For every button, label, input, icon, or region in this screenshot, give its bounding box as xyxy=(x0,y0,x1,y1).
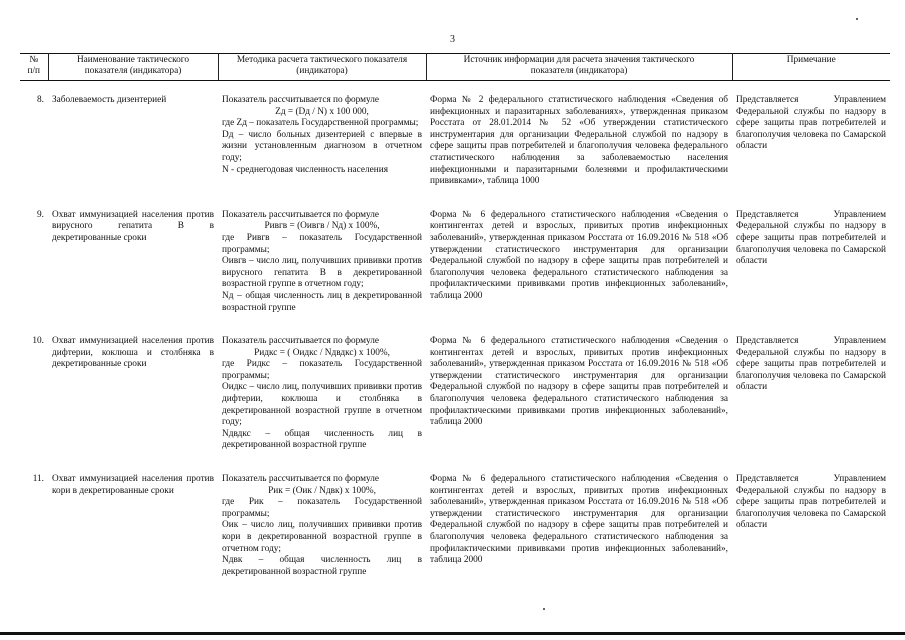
table-row xyxy=(20,336,890,474)
header-number xyxy=(20,54,48,81)
method-line: Nдвк – общая численность лиц в декретированной возрастной группе xyxy=(222,555,422,577)
row-number: 10. xyxy=(32,336,44,347)
information-source: Форма № 6 федерального статистического наблюдения «Сведения о контингентах детей и взрослых, привитых против инфекционных заболеваний», утвержденная приказом Росстата от 16.09.2016 № 518 «Об утверждении статистического инструментария для организации Федеральной службой по надзору в сфере защиты прав потребителей и благополучия человека федерального статистического наблюдения за профилактическими прививками против инфекционных заболеваний», таблица 2000 xyxy=(430,336,728,428)
calculation-method xyxy=(218,336,426,474)
indicator-name: Охват иммунизацией населения против вирусного гепатита В в декретированные сроки xyxy=(52,209,214,243)
header-note-line: Примечание xyxy=(786,55,836,65)
method-line: Показатель рассчитывается по формуле xyxy=(222,209,380,220)
table-header-row xyxy=(20,54,890,81)
formula: Pивгв = (Oивгв / Nд) x 100%, xyxy=(264,221,380,232)
calculation-method xyxy=(218,95,426,210)
note: Представляется Управлением Федеральной службы по надзору в сфере защиты прав потребителей и благополучия человека по Самарской области xyxy=(736,336,886,393)
method-line: Показатель рассчитывается по формуле xyxy=(222,336,380,347)
header-name-line: показателя (индикатора) xyxy=(84,65,182,76)
method-line: где Zд – показатель Государственной программы; xyxy=(222,118,419,129)
information-source: Форма № 6 федерального статистического наблюдения «Сведения о контингентах детей и взрослых, привитых против инфекционных заболеваний», утвержденная приказом Росстата от 16.09.2016 № 518 «Об утверждении статистического инструментария для организации Федеральной службой по надзору в сфере защиты прав потребителей и благополучия человека федерального статистического наблюдения за профилактическими прививками против инфекционных заболеваний», таблица 2000 xyxy=(430,209,728,301)
header-source xyxy=(426,54,732,81)
header-method-line: (индикатора) xyxy=(296,65,348,76)
note: Представляется Управлением Федеральной службы по надзору в сфере защиты прав потребителей и благополучия человека по Самарской области xyxy=(736,209,886,267)
formula: Pик = (Oик / Nдвк) x 100%, xyxy=(268,485,376,496)
indicator-name: Заболеваемость дизентерией xyxy=(52,95,167,105)
page-number: 3 xyxy=(450,34,455,45)
table-row xyxy=(20,474,890,600)
calculation-method xyxy=(218,474,426,600)
method-line: Показатель рассчитывается по формуле xyxy=(222,95,380,105)
information-source: Форма № 2 федерального статистического наблюдения «Сведения об инфекционных и паразитарных заболеваниях», утвержденная приказом Росстата от 28.01.2014 № 52 «Об утверждении статистического инструментария для организации Федеральной службой по надзору в сфере защиты прав потребителей и благополучия человека федерального статистического наблюдения за заболеваемостью населения инфекционными и паразитарными болезнями и профилактическими прививками», таблица 1000 xyxy=(430,95,728,187)
header-source-line: показателя (индикатора) xyxy=(530,65,628,76)
row-number: 9. xyxy=(37,209,44,220)
method-line: Nдвдкс – общая численность лиц в декретированной возрастной группе xyxy=(222,428,422,451)
method-line: Oик – число лиц, получивших прививки против кори в декретированной возрастной группе в отчетном году; xyxy=(222,520,422,554)
header-number-line: № xyxy=(29,55,39,65)
header-method-line: Методика расчета тактического показателя xyxy=(236,55,408,65)
formula: Pидкс = ( Oидкс / Nдвдкс) x 100%, xyxy=(254,347,390,358)
method-line: где Pивгв – показатель Государственной программы; xyxy=(222,232,422,255)
note: Представляется Управлением Федеральной службы по надзору в сфере защиты прав потребителей и благополучия человека по Самарской области xyxy=(736,474,886,531)
method-line: Dд – число больных дизентерией с впервые в жизни установленным диагнозом в отчетном году; xyxy=(222,129,422,163)
table-row xyxy=(20,95,890,210)
table-body xyxy=(20,81,890,601)
header-indicator-name xyxy=(48,54,218,81)
calculation-method xyxy=(218,210,426,336)
indicator-name: Охват иммунизацией населения против кори в декретированные сроки xyxy=(52,474,214,496)
method-line: Nд – общая численность лиц в декретированной возрастной группе xyxy=(222,290,422,313)
formula: Zд = (Dд / N) x 100 000, xyxy=(275,106,369,117)
method-line: где Pик – показатель Государственной программы; xyxy=(222,497,422,519)
indicators-table xyxy=(20,53,890,600)
header-method xyxy=(218,54,426,81)
header-number-line: п/п xyxy=(27,65,41,76)
scan-speck xyxy=(543,608,545,610)
information-source: Форма № 6 федерального статистического наблюдения «Сведения о контингентах детей и взрослых, привитых против инфекционных заболеваний», утвержденная приказом Росстата от 16.09.2016 № 518 «Об утверждении статистического инструментария для организации Федеральной службой по надзору в сфере защиты прав потребителей и благополучия человека федерального статистического наблюдения за профилактическими прививками против инфекционных заболеваний», таблица 2000 xyxy=(430,474,728,566)
method-line: Oивгв – число лиц, получивших прививки против вирусного гепатита В в декретированной возрастной группе в отчетном году; xyxy=(222,256,422,290)
indicator-name: Охват иммунизацией населения против дифтерии, коклюша и столбняка в декретированные сроки xyxy=(52,336,214,370)
header-source-line: Источник информации для расчета значения тактического xyxy=(463,55,695,65)
header-name-line: Наименование тактического xyxy=(76,55,190,65)
page-bottom-rule xyxy=(0,632,905,635)
table-row xyxy=(20,210,890,336)
method-line: Oидкс – число лиц, получивших прививки против дифтерии, коклюша и столбняка в декретированной возрастной группе в отчетном году; xyxy=(222,382,422,428)
header-note xyxy=(732,54,890,81)
scan-speck xyxy=(856,18,858,20)
method-line: где Pидкс – показатель Государственной программы; xyxy=(222,359,422,381)
method-line: N - среднегодовая численность населения xyxy=(222,164,388,175)
note: Представляется Управлением Федеральной службы по надзору в сфере защиты прав потребителей и благополучия человека по Самарской области xyxy=(736,95,886,152)
row-number: 11. xyxy=(32,474,44,485)
method-line: Показатель рассчитывается по формуле xyxy=(222,474,380,485)
row-number: 8. xyxy=(37,95,44,105)
